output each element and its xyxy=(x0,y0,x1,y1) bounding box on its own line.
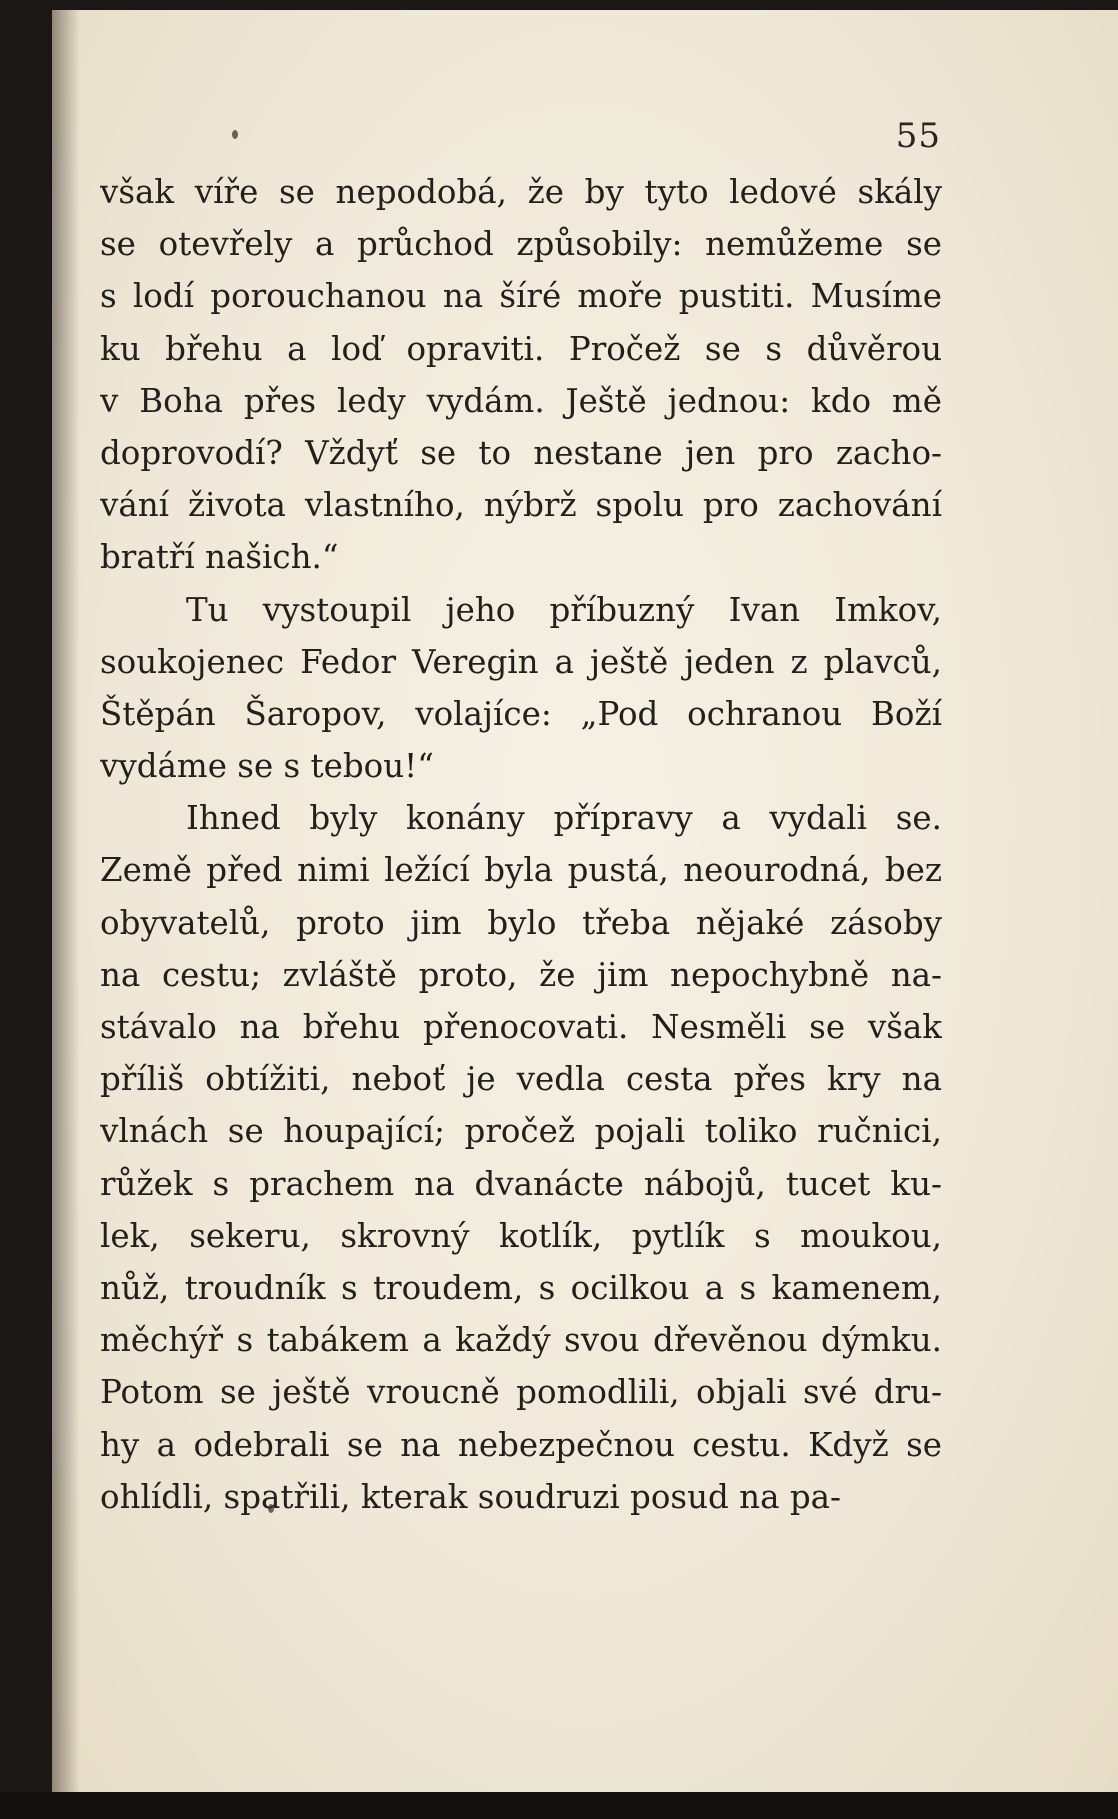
paragraph-first-line: Tu vystoupil jeho příbuzný Ivan Imkov, xyxy=(186,590,942,629)
text-line: nůž, troudník s troudem, s ocilkou a s kamenem, xyxy=(100,1268,942,1307)
text-line: Štěpán Šaropov, volajíce: „Pod ochranou Boží xyxy=(100,694,942,733)
text-line: stávalo na břehu přenocovati. Nesměli se však xyxy=(100,1008,942,1046)
text-line: vydáme se s tebou!“ xyxy=(100,747,434,786)
text-line: bratří našich.“ xyxy=(100,538,339,577)
text-line: ohlídli, spatřili, kterak soudruzi posud na pa- xyxy=(100,1477,841,1516)
text-line: vání života vlastního, nýbrž spolu pro zachování xyxy=(100,486,942,525)
paragraph-first-line: Ihned byly konány přípravy a vydali se. xyxy=(186,799,942,838)
page-body-text xyxy=(100,166,942,1523)
text-line: hy a odebrali se na nebezpečnou cestu. Když se xyxy=(100,1425,942,1464)
text-line: lek, sekeru, skrovný kotlík, pytlík s moukou, xyxy=(100,1216,942,1255)
text-line: obyvatelů, proto jim bylo třeba nějaké zásoby xyxy=(100,903,942,942)
text-line: vlnách se houpající; pročež pojali toliko ručnici, xyxy=(100,1112,942,1151)
text-line: Potom se ještě vroucně pomodlili, objali své dru- xyxy=(100,1373,942,1412)
text-line: soukojenec Fedor Veregin a ještě jeden z plavců, xyxy=(100,642,942,681)
text-line: Země před nimi ležící byla pustá, neourodná, bez xyxy=(100,851,942,890)
text-line: však víře se nepodobá, že by tyto ledové skály xyxy=(100,173,942,211)
ink-speck xyxy=(232,130,238,139)
page-bottom-edge xyxy=(0,1792,1118,1819)
text-line: v Boha přes ledy vydám. Ještě jednou: kdo mě xyxy=(100,381,942,420)
text-line: s lodí porouchanou na šíré moře pustiti. Musíme xyxy=(100,277,942,316)
text-line: doprovodí? Vždyť se to nestane jen pro zacho- xyxy=(100,433,942,472)
text-line: ku břehu a loď opraviti. Pročež se s důvěrou xyxy=(100,329,942,368)
text-line: měchýř s tabákem a každý svou dřevěnou dýmku. xyxy=(100,1321,942,1360)
text-line: příliš obtížiti, neboť je vedla cesta přes kry na xyxy=(100,1060,942,1099)
page-number: 55 xyxy=(895,116,941,156)
text-line: na cestu; zvláště proto, že jim nepochybně na- xyxy=(100,955,942,994)
text-line: se otevřely a průchod způsobily: nemůžeme se xyxy=(100,225,942,264)
text-line: růžek s prachem na dvanácte nábojů, tucet ku- xyxy=(100,1164,942,1203)
page-spine-shadow xyxy=(52,10,80,1792)
